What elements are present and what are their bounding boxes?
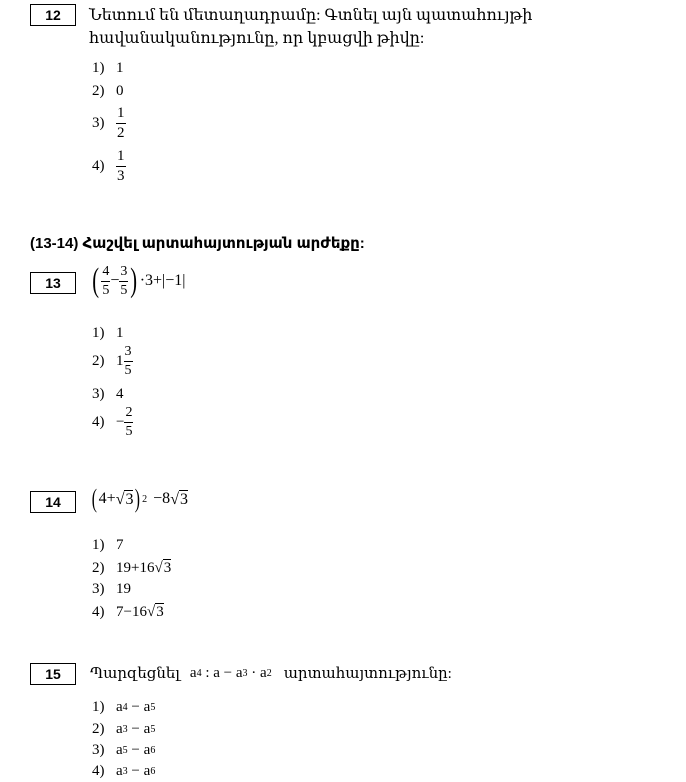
base: a <box>116 742 123 758</box>
sign: − <box>116 414 125 430</box>
exponent: 4 <box>196 668 202 679</box>
option-value: 4 <box>116 386 124 402</box>
base: a <box>143 721 151 737</box>
radicand: 3 <box>125 490 134 508</box>
option-number: 1) <box>92 699 105 715</box>
option-number: 3) <box>92 386 105 402</box>
option-number: 4) <box>92 603 105 620</box>
option-number: 1) <box>92 537 105 553</box>
exponent: 2 <box>266 668 272 679</box>
base: a <box>189 665 197 681</box>
exponent: 4 <box>122 702 128 713</box>
expression-middle: : a − a <box>201 665 243 681</box>
q14-option-1[interactable] <box>92 537 124 554</box>
question-12-text: Նետում են մետաղադրամը: Գտնել այն պատահույթի հավանականությունը, որ կբացվի թիվը: <box>89 7 533 47</box>
q12-option-1[interactable] <box>92 60 124 77</box>
section-heading: (13-14) Հաշվել արտահայտության արժեքը: <box>30 235 365 252</box>
option-value: 1 <box>116 60 124 76</box>
operator: − <box>127 742 144 758</box>
numerator: 1 <box>116 149 126 167</box>
q15-option-3[interactable] <box>92 742 155 759</box>
question-number-13: 13 <box>30 272 76 294</box>
base: a <box>143 763 151 779</box>
option-number: 4) <box>92 158 105 174</box>
fraction <box>116 106 126 141</box>
exponent: 5 <box>122 745 128 756</box>
right-paren: ) <box>130 262 138 299</box>
exponent: 5 <box>150 702 156 713</box>
radicand: 3 <box>156 604 164 620</box>
question-number-14: 14 <box>30 491 76 513</box>
fraction <box>101 265 110 298</box>
denominator: 5 <box>124 363 132 378</box>
exponent: 3 <box>242 668 248 679</box>
square-root: √ 3 <box>170 490 188 508</box>
square-root: √ 3 <box>154 560 172 576</box>
fraction <box>119 265 128 298</box>
question-number-15: 15 <box>30 663 76 685</box>
operator: − <box>127 699 144 715</box>
base: a <box>143 699 151 715</box>
denominator: 2 <box>117 125 125 141</box>
denominator: 5 <box>102 282 110 298</box>
numerator: 3 <box>119 265 128 282</box>
option-number: 2) <box>92 353 105 369</box>
fraction <box>116 149 126 184</box>
exponent: 5 <box>150 724 156 735</box>
question-number-12: 12 <box>30 4 76 26</box>
exponent: 3 <box>122 766 128 777</box>
option-number: 1) <box>92 60 105 76</box>
option-number: 2) <box>92 83 105 99</box>
text-after: արտահայտությունը: <box>283 666 452 682</box>
question-14-expression <box>90 486 188 512</box>
minus-sign: − <box>110 272 120 289</box>
q13-option-3[interactable] <box>92 386 124 403</box>
q14-option-4[interactable] <box>92 603 164 621</box>
base: a <box>143 742 151 758</box>
right-paren: ) <box>135 484 141 513</box>
option-number: 3) <box>92 581 105 597</box>
q12-option-4[interactable] <box>92 149 126 184</box>
option-value: 19 <box>116 581 131 597</box>
fraction <box>124 406 133 439</box>
base: a <box>116 699 123 715</box>
left-paren: ( <box>92 262 100 299</box>
tail-term: −8 <box>153 490 171 507</box>
option-number: 2) <box>92 721 105 737</box>
q13-option-4[interactable] <box>92 406 133 439</box>
question-13-expression <box>90 264 185 298</box>
text-before: Պարզեցնել <box>90 666 180 682</box>
q15-option-2[interactable] <box>92 721 155 738</box>
option-value: 7 <box>116 537 124 553</box>
q12-option-2[interactable] <box>92 83 124 100</box>
option-value: 1 <box>116 325 124 341</box>
operator: − <box>127 721 144 737</box>
inner-term: 4+ <box>98 490 116 507</box>
square-root: √ 3 <box>115 490 134 508</box>
option-value: 0 <box>116 83 124 99</box>
numerator: 3 <box>124 345 133 362</box>
option-number: 3) <box>92 115 105 131</box>
denominator: 5 <box>120 282 128 298</box>
base: a <box>116 763 123 779</box>
option-prefix: 19+16 <box>116 559 155 576</box>
operator: − <box>127 763 144 779</box>
q13-option-1[interactable] <box>92 325 124 342</box>
exponent: 3 <box>122 724 128 735</box>
base: a <box>116 721 123 737</box>
left-paren: ( <box>91 484 97 513</box>
option-number: 3) <box>92 742 105 758</box>
expression-rest: ·3+|−1| <box>139 272 186 289</box>
option-prefix: 7−16 <box>116 603 147 620</box>
square-root: √ 3 <box>146 604 164 620</box>
q15-option-4[interactable] <box>92 763 155 780</box>
q12-option-3[interactable] <box>92 106 126 141</box>
expression-dot: · a <box>247 665 267 681</box>
question-15-text <box>90 664 452 683</box>
fraction <box>124 345 133 378</box>
q15-option-1[interactable] <box>92 699 155 716</box>
denominator: 3 <box>117 168 125 184</box>
q14-option-2[interactable] <box>92 559 171 577</box>
exponent: 6 <box>150 766 156 777</box>
denominator: 5 <box>125 424 133 439</box>
option-number: 2) <box>92 559 105 576</box>
option-number: 4) <box>92 763 105 779</box>
q14-option-3[interactable] <box>92 581 131 598</box>
numerator: 4 <box>101 265 110 282</box>
numerator: 2 <box>124 406 133 423</box>
exponent: 6 <box>150 745 156 756</box>
numerator: 1 <box>116 106 126 124</box>
option-number: 1) <box>92 325 105 341</box>
radicand: 3 <box>179 490 188 508</box>
q13-option-2[interactable] <box>92 345 133 378</box>
option-number: 4) <box>92 414 105 430</box>
whole-part: 1 <box>116 353 124 369</box>
exponent: 2 <box>142 493 148 505</box>
radicand: 3 <box>163 560 172 576</box>
